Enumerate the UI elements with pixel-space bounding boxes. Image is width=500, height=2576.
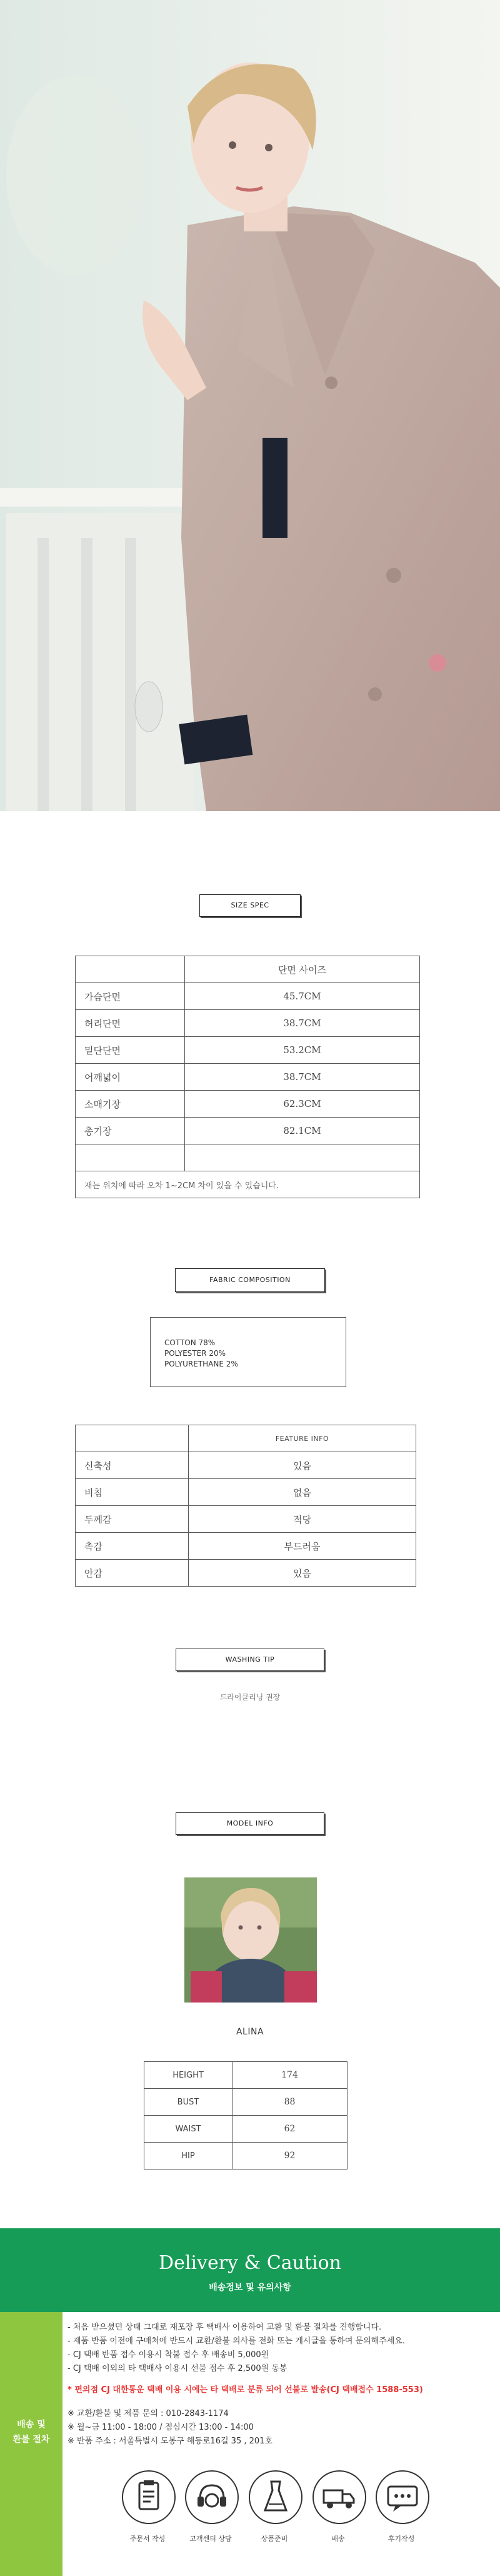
table-row [76, 1479, 416, 1506]
size-spec-note: 재는 위치에 따라 오차 1~2CM 차이 있을 수 있습니다. [76, 1171, 420, 1198]
fabric-line: POLYURETHANE 2% [164, 1360, 238, 1368]
table-cell [76, 956, 185, 983]
feature-value: 있음 [189, 1560, 416, 1587]
fabric-line: COTTON 78% [164, 1338, 216, 1347]
feature-name: 비침 [76, 1479, 189, 1506]
table-cell [76, 1144, 185, 1171]
feature-name: 안감 [76, 1560, 189, 1587]
measurement-value: 92 [232, 2143, 348, 2169]
table-row [144, 2089, 348, 2116]
delivery-line: - 처음 받으셨던 상태 그대로 재포장 후 택배사 이용하여 교환 및 환불 절차를 진행합니다. [68, 2323, 382, 2332]
feature-name: 신축성 [76, 1452, 189, 1479]
contact-line: ※ 월~금 11:00 - 18:00 / 점심시간 13:00 - 14:00 [68, 2423, 254, 2432]
hero-product-photo [0, 0, 500, 811]
spec-value: 82.1CM [185, 1118, 420, 1144]
table-cell [76, 1425, 189, 1452]
spec-name: 밑단단면 [76, 1037, 185, 1064]
delivery-line: - CJ 택배 반품 접수 이용시 착불 접수 후 배송비 5,000원 [68, 2350, 269, 2360]
step-label: 상품준비 [261, 2535, 288, 2543]
size-spec-label: SIZE SPEC [199, 894, 301, 917]
table-row [144, 2143, 348, 2169]
delivery-highlight: * 편의점 CJ 대한통운 택배 이용 시에는 타 택배로 분류 되어 선불로 발송(CJ 택배접수 1588-553) [68, 2385, 423, 2395]
table-row [76, 1144, 420, 1171]
spec-value: 53.2CM [185, 1037, 420, 1064]
model-measurements-table [144, 2061, 348, 2169]
measurement-value: 88 [232, 2089, 348, 2116]
model-wearing-coat-illustration [0, 0, 500, 811]
measurement-value: 174 [232, 2062, 348, 2089]
feature-value: 없음 [189, 1479, 416, 1506]
step-label: 배송 [331, 2535, 345, 2543]
step-label: 고객센터 상담 [189, 2535, 232, 2543]
washing-tip-text: 드라이클리닝 권장 [219, 1693, 281, 1702]
table-row [76, 1506, 416, 1533]
table-row [76, 983, 420, 1010]
step-label: 주문서 작성 [129, 2535, 166, 2543]
model-name: ALINA [236, 2027, 264, 2037]
feature-name: 두께감 [76, 1506, 189, 1533]
fabric-composition-box [150, 1317, 346, 1387]
contact-line: ※ 반품 주소 : 서울특별시 도봉구 해등로16길 35 , 201호 [68, 2437, 272, 2446]
measurement-name: HEIGHT [144, 2062, 232, 2089]
feature-value: 적당 [189, 1506, 416, 1533]
step-label: 후기작성 [388, 2535, 415, 2543]
side-label-line: 배송 및 [17, 2420, 46, 2430]
model-portrait-illustration [184, 1877, 317, 2003]
feature-value: 있음 [189, 1452, 416, 1479]
table-row [76, 1171, 420, 1198]
measurement-value: 62 [232, 2116, 348, 2143]
delivery-truck-icon [312, 2470, 366, 2524]
washing-tip-label: WASHING TIP [176, 1649, 324, 1671]
measurement-name: HIP [144, 2143, 232, 2169]
feature-info-table [75, 1425, 416, 1587]
fabric-line: POLYESTER 20% [164, 1349, 226, 1358]
spec-name: 허리단면 [76, 1010, 185, 1037]
spec-value: 45.7CM [185, 983, 420, 1010]
table-row [76, 1010, 420, 1037]
table-row [76, 1064, 420, 1091]
side-label-line: 환불 절차 [12, 2435, 50, 2445]
customer-service-icon [185, 2470, 239, 2524]
fabric-composition-label: FABRIC COMPOSITION [175, 1268, 325, 1292]
feature-name: 촉감 [76, 1533, 189, 1560]
refund-process-side-tab [0, 2312, 62, 2576]
table-row [144, 2116, 348, 2143]
review-icon [376, 2470, 429, 2524]
measurement-name: BUST [144, 2089, 232, 2116]
model-info-label: MODEL INFO [176, 1812, 324, 1835]
spec-name: 가슴단면 [76, 983, 185, 1010]
table-row [76, 956, 420, 983]
table-row [144, 2062, 348, 2089]
delivery-title: Delivery & Caution [159, 2252, 341, 2274]
spec-value: 38.7CM [185, 1010, 420, 1037]
feature-info-header: FEATURE INFO [189, 1425, 416, 1452]
spec-name: 총기장 [76, 1118, 185, 1144]
dress-icon [249, 2470, 302, 2524]
model-photo [184, 1877, 317, 2003]
measurement-name: WAIST [144, 2116, 232, 2143]
size-spec-table [75, 956, 420, 1198]
spec-name: 소매기장 [76, 1091, 185, 1118]
delivery-header [0, 2228, 500, 2312]
spec-value: 62.3CM [185, 1091, 420, 1118]
order-form-icon [122, 2470, 176, 2524]
table-row [76, 1425, 416, 1452]
delivery-subtitle: 배송정보 및 유의사항 [209, 2283, 291, 2293]
delivery-notes [68, 2321, 495, 2448]
table-row [76, 1452, 416, 1479]
spec-name: 어깨넓이 [76, 1064, 185, 1091]
feature-value: 부드러움 [189, 1533, 416, 1560]
contact-line: ※ 교환/환불 및 제품 문의 : 010-2843-1174 [68, 2409, 229, 2418]
table-row [76, 1560, 416, 1587]
spec-value: 38.7CM [185, 1064, 420, 1091]
delivery-line: - CJ 택배 이외의 타 택배사 이용시 선불 접수 후 2,500원 동봉 [68, 2364, 288, 2373]
table-row [76, 1118, 420, 1144]
delivery-line: - 제품 반품 이전에 구매처에 반드시 교환/환불 의사를 전화 또는 게시글을 통하여 문의해주세요. [68, 2336, 405, 2346]
table-row [76, 1091, 420, 1118]
table-cell [185, 1144, 420, 1171]
table-row [76, 1037, 420, 1064]
table-row [76, 1533, 416, 1560]
size-spec-header: 단면 사이즈 [185, 956, 420, 983]
